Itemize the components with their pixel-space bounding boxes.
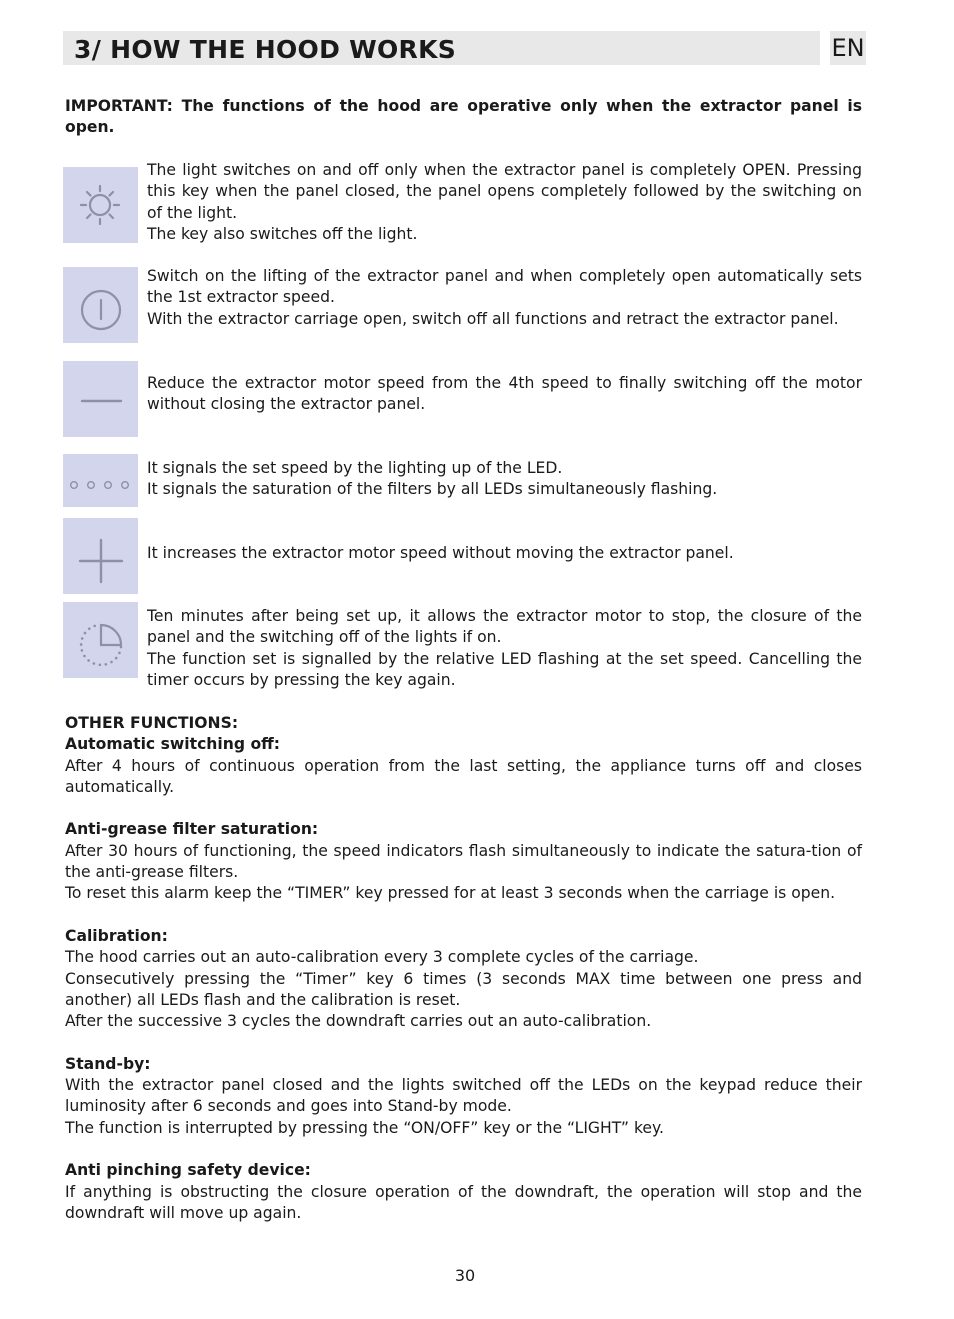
description-line: The light switches on and off only when the extractor panel is completely OPEN. Pressing this key when the panel closed, the panel opens completely followed by the switching on of the light. [147,161,862,222]
power-icon [63,267,138,343]
description-line: Reduce the extractor motor speed from the 4th speed to finally switching off the motor without closing the extractor panel. [147,374,862,414]
description-line: The function set is signalled by the relative LED flashing at the set speed. Cancelling the timer occurs by pressing the key again. [147,649,862,689]
anti-pinch-title: Anti pinching safety device: [65,1161,311,1180]
standby-text: The function is interrupted by pressing the “ON/OFF” key or the “LIGHT” key. [65,1118,664,1137]
filter-text: To reset this alarm keep the “TIMER” key pressed for at least 3 seconds when the carriage is open. [65,884,836,903]
page-title: 3/ HOW THE HOOD WORKS [74,35,457,64]
other-functions-section [65,713,862,1224]
plus-key-description [147,543,862,564]
section-heading: OTHER FUNCTIONS: [65,714,239,732]
led-description [147,458,862,501]
filter-text: After 30 hours of functioning, the speed indicators flash simultaneously to indicate the satura-tion of the anti-grease filters. [65,841,862,882]
language-badge: EN [830,31,866,65]
standby-title: Stand-by: [65,1054,151,1073]
auto-off-title: Automatic switching off: [65,735,281,754]
light-icon [63,167,138,243]
description-line: Ten minutes after being set up, it allows the extractor motor to stop, the closure of the panel and the switching off of the lights if on. [147,607,862,647]
description-line: It increases the extractor motor speed without moving the extractor panel. [147,544,734,562]
anti-pinch-text: If anything is obstructing the closure operation of the downdraft, the operation will stop and the downdraft will move up again. [65,1182,862,1222]
description-line: It signals the set speed by the lighting up of the LED. [147,459,563,477]
light-key-description [147,160,862,245]
led-indicators-icon [63,454,138,507]
filter-title: Anti-grease filter saturation: [65,820,319,839]
description-line: With the extractor carriage open, switch off all functions and retract the extractor panel. [147,309,839,328]
description-line: It signals the saturation of the filters by all LEDs simultaneously flashing. [147,480,718,499]
auto-off-text: After 4 hours of continuous operation from the last setting, the appliance turns off and closes automatically. [65,756,862,796]
timer-icon [63,602,138,678]
description-line: Switch on the lifting of the extractor panel and when completely open automatically sets the 1st extractor speed. [147,267,862,307]
calibration-text: Consecutively pressing the “Timer” key 6 times (3 seconds MAX time between one press and another) all LEDs flash and the calibration is reset. [65,969,862,1009]
calibration-text: The hood carries out an auto-calibration every 3 complete cycles of the carriage. [65,948,699,967]
plus-icon [63,518,138,594]
important-note: IMPORTANT: The functions of the hood are operative only when the extractor panel is open. [65,97,862,137]
minus-icon [63,361,138,437]
timer-key-description [147,606,862,691]
calibration-text: After the successive 3 cycles the downdraft carries out an auto-calibration. [65,1012,652,1031]
page-number: 30 [454,1266,476,1285]
description-line: The key also switches off the light. [147,224,418,243]
standby-text: With the extractor panel closed and the lights switched off the LEDs on the keypad reduce their luminosity after 6 seconds and goes into Stand-by mode. [65,1076,862,1116]
calibration-title: Calibration: [65,926,168,945]
power-key-description [147,266,862,330]
minus-key-description [147,373,862,416]
